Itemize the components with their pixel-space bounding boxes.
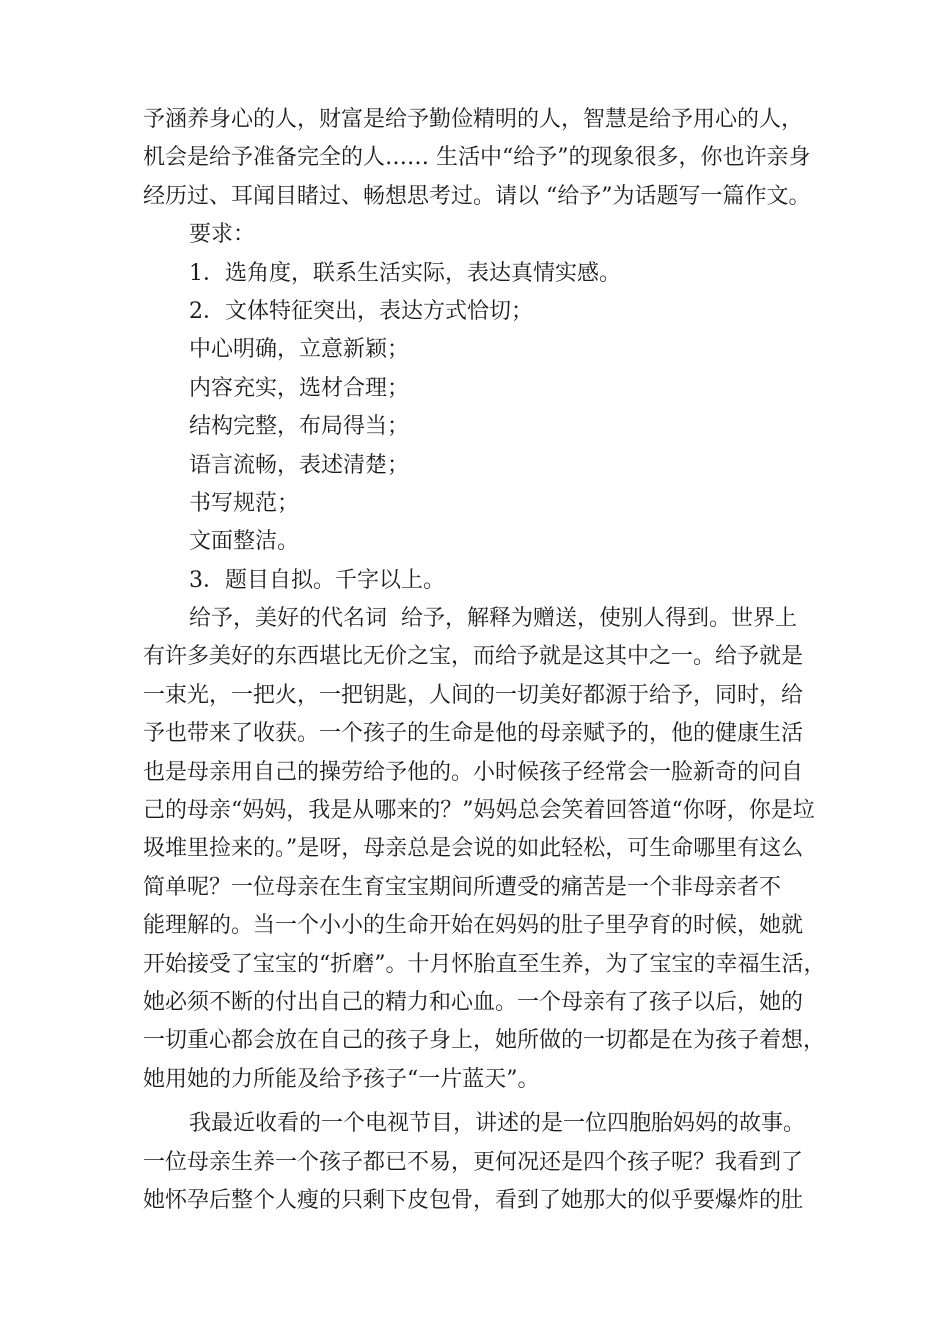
essay-line: 开始接受了宝宝的“折磨”。十月怀胎直至生养，为了宝宝的幸福生活， <box>143 951 826 977</box>
essay-line: 我最近收看的一个电视节目，讲述的是一位四胞胎妈妈的故事。 <box>189 1111 806 1137</box>
requirement-item: 中心明确，立意新颖； <box>189 337 410 363</box>
essay-line: 一位母亲生养一个孩子都已不易，更何况还是四个孩子呢？我看到了 <box>143 1149 804 1175</box>
essay-line: 她怀孕后整个人瘦的只剩下皮包骨，看到了她那大的似乎要爆炸的肚 <box>143 1187 804 1213</box>
requirement-item: 内容充实，选材合理； <box>189 375 410 401</box>
essay-line: 圾堆里捡来的。”是呀，母亲总是会说的如此轻松，可生命哪里有这么 <box>143 836 804 862</box>
intro-line: 机会是给予准备完全的人…… 生活中“给予”的现象很多，你也许亲身 <box>143 145 811 171</box>
requirement-item: 结构完整，布局得当； <box>189 414 410 440</box>
intro-line: 经历过、耳闻目睹过、畅想思考过。请以 “给予”为话题写一篇作文。 <box>143 183 811 209</box>
essay-line: 她用她的力所能及给予孩子“一片蓝天”。 <box>143 1066 540 1092</box>
requirements-heading: 要求： <box>189 222 256 248</box>
requirement-item: 1．选角度，联系生活实际，表达真情实感。 <box>189 260 621 286</box>
essay-line: 她必须不断的付出自己的精力和心血。一个母亲有了孩子以后，她的 <box>143 989 804 1015</box>
requirement-item: 文面整洁。 <box>189 529 300 555</box>
requirement-item: 3．题目自拟。千字以上。 <box>189 567 445 593</box>
document-body <box>143 101 833 1220</box>
essay-line: 一切重心都会放在自己的孩子身上，她所做的一切都是在为孩子着想， <box>143 1028 826 1054</box>
essay-line: 一束光，一把火，一把钥匙，人间的一切美好都源于给予，同时，给 <box>143 682 804 708</box>
essay-line: 简单呢？一位母亲在生育宝宝期间所遭受的痛苦是一个非母亲者不 <box>143 874 782 900</box>
intro-line: 予涵养身心的人，财富是给予勤俭精明的人，智慧是给予用心的人， <box>143 107 804 132</box>
requirement-item: 书写规范； <box>189 490 300 516</box>
essay-line: 也是母亲用自己的操劳给予他的。小时候孩子经常会一脸新奇的问自 <box>143 759 804 785</box>
essay-line: 予也带来了收获。一个孩子的生命是他的母亲赋予的，他的健康生活 <box>143 721 804 747</box>
essay-line: 能理解的。当一个小小的生命开始在妈妈的肚子里孕育的时候，她就 <box>143 913 804 939</box>
requirement-item: 2．文体特征突出，表达方式恰切； <box>189 298 533 324</box>
essay-line: 己的母亲“妈妈，我是从哪来的？”妈妈总会笑着回答道“你呀，你是垃 <box>143 798 815 824</box>
essay-line: 有许多美好的东西堪比无价之宝，而给予就是这其中之一。给予就是 <box>143 644 804 670</box>
essay-line: 给予，美好的代名词 给予，解释为赠送，使别人得到。世界上 <box>189 606 797 632</box>
requirement-item: 语言流畅，表述清楚； <box>189 452 410 478</box>
